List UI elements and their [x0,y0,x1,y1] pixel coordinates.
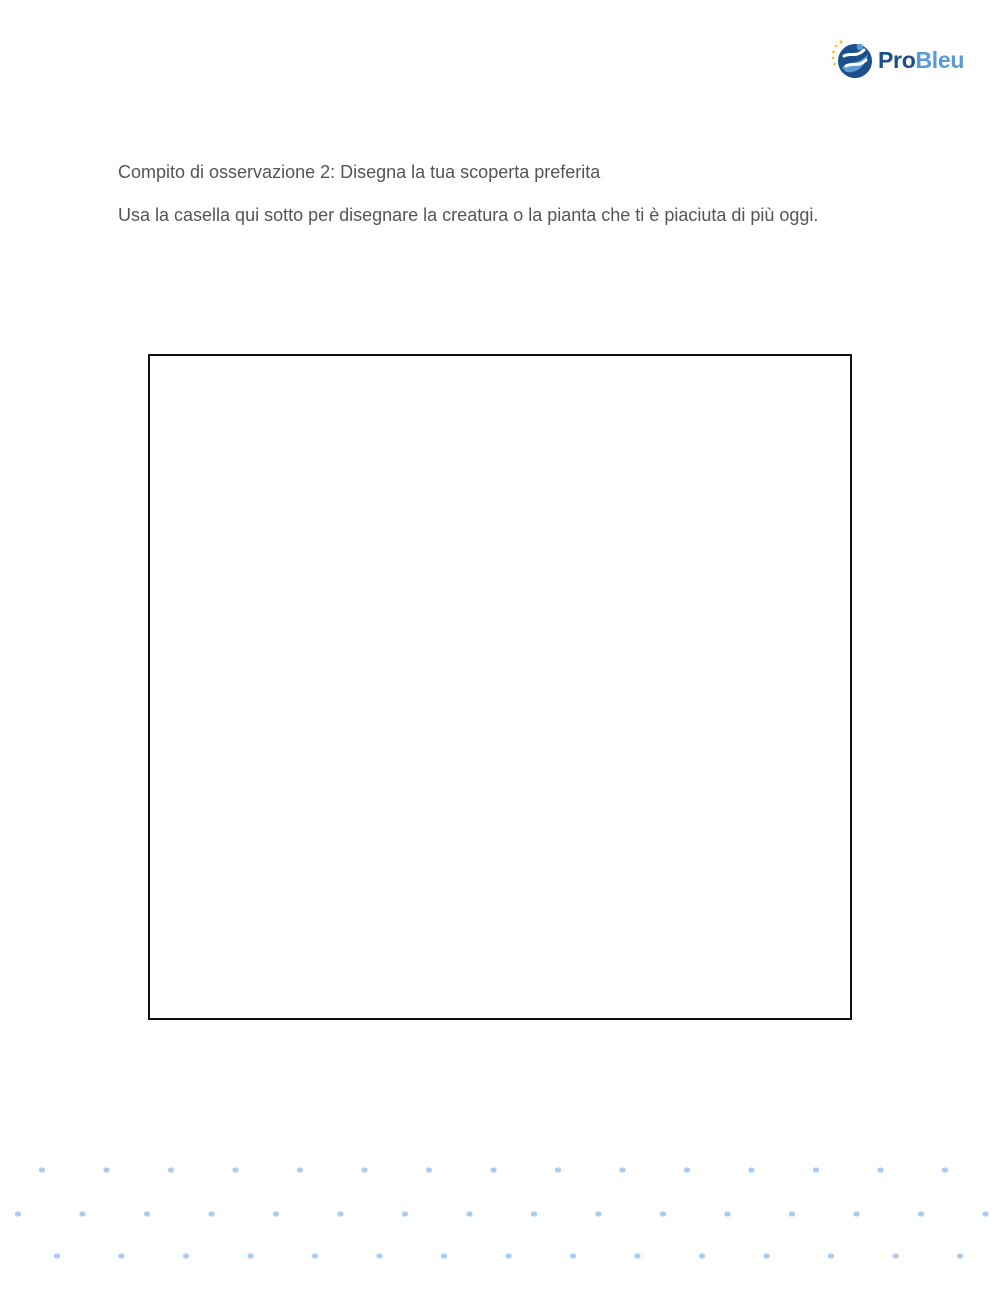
decorative-dot [748,1167,754,1172]
decorative-dot [232,1167,238,1172]
decorative-dot [441,1253,447,1258]
decorative-dot [490,1167,496,1172]
probleu-logo [830,38,980,82]
decorative-dot [789,1211,795,1216]
decorative-dot [168,1167,174,1172]
decorative-dot [531,1211,537,1216]
decorative-dot [684,1167,690,1172]
task-title: Compito di osservazione 2: Disegna la tua scoperta preferita [118,162,601,182]
decorative-dot [595,1211,601,1216]
decorative-dot [942,1167,948,1172]
decorative-dot [15,1211,21,1216]
decorative-dot [813,1167,819,1172]
decorative-dot [505,1253,511,1258]
decorative-dot [828,1253,834,1258]
decorative-dot [183,1253,189,1258]
decorative-dot [208,1211,214,1216]
decorative-dot [853,1211,859,1216]
decorative-dot [337,1211,343,1216]
decorative-dot [763,1253,769,1258]
decorative-dot [918,1211,924,1216]
decorative-dot [570,1253,576,1258]
decorative-dot [724,1211,730,1216]
decorative-dot [144,1211,150,1216]
probleu-logo-icon [830,38,876,82]
decorative-dot [877,1167,883,1172]
decorative-dot [361,1167,367,1172]
decorative-dot [118,1253,124,1258]
decorative-dot [103,1167,109,1172]
decorative-dot [247,1253,253,1258]
decorative-dot [634,1253,640,1258]
decorative-dot [273,1211,279,1216]
decorative-dot [619,1167,625,1172]
decorative-dot [54,1253,60,1258]
decorative-dot [660,1211,666,1216]
decorative-dot [699,1253,705,1258]
decorative-dot [426,1167,432,1172]
decorative-dot [312,1253,318,1258]
decorative-dot [297,1167,303,1172]
decorative-dot [555,1167,561,1172]
decorative-dot [376,1253,382,1258]
task-instructions: Usa la casella qui sotto per disegnare la creatura o la pianta che ti è piaciuta di più oggi. [118,205,819,225]
drawing-box[interactable] [148,354,852,1020]
decorative-dot [982,1211,988,1216]
decorative-dot [892,1253,898,1258]
decorative-dot [79,1211,85,1216]
probleu-logo-text: ProBleu [878,46,965,73]
decorative-dot [466,1211,472,1216]
dot-pattern-decoration [0,1150,1000,1280]
decorative-dot [957,1253,963,1258]
decorative-dot [39,1167,45,1172]
decorative-dot [402,1211,408,1216]
